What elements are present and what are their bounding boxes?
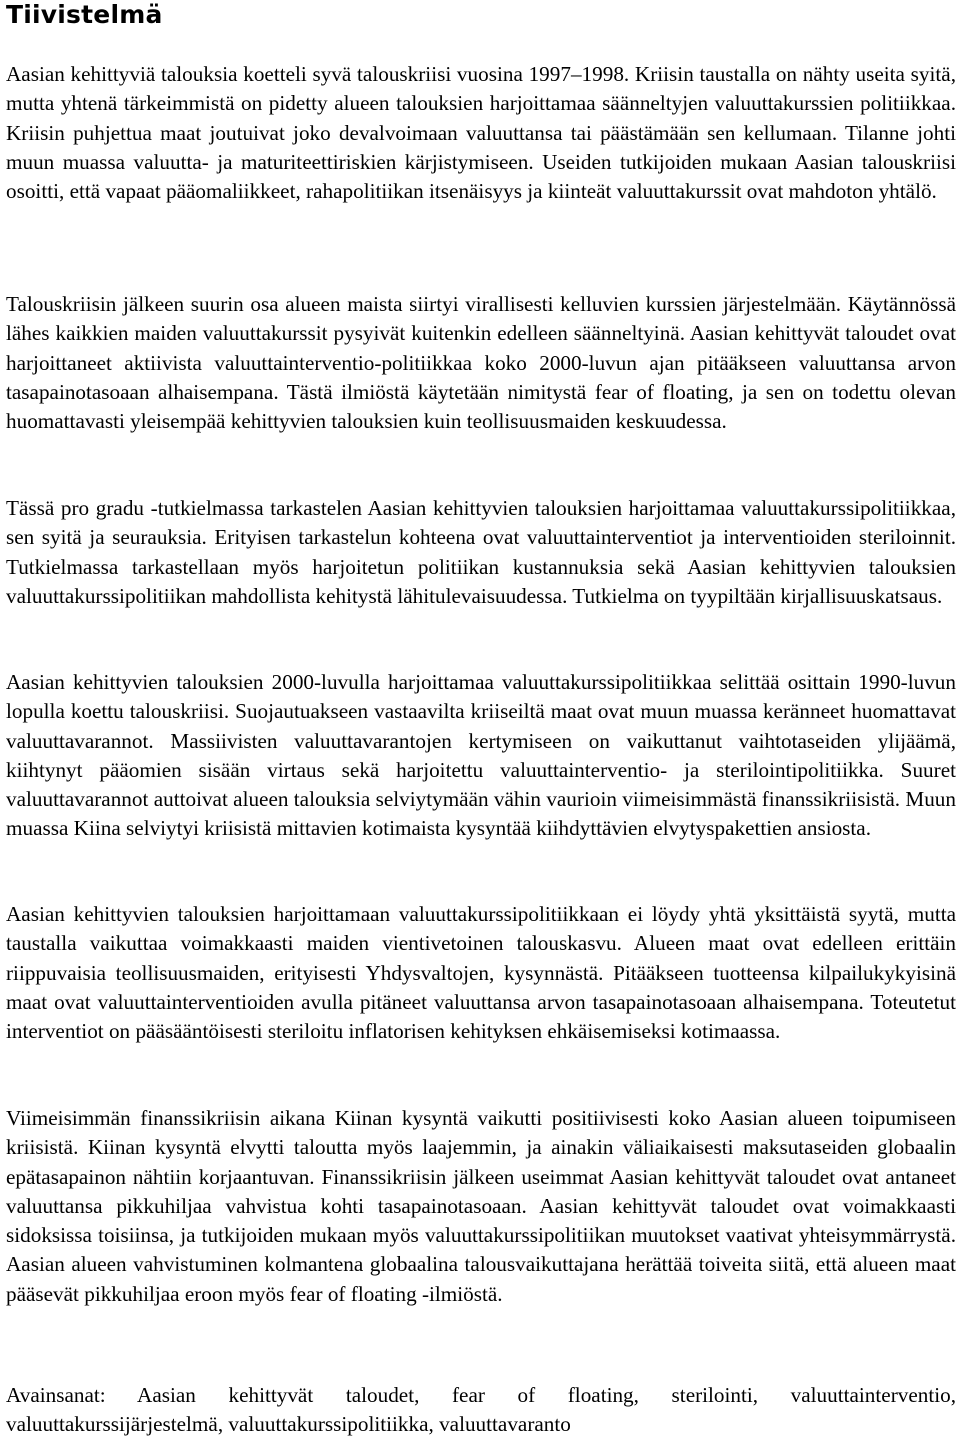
paragraph-1: Aasian kehittyviä talouksia koetteli syvä talouskriisi vuosina 1997–1998. Kriisin taustalla on nähty useita syitä, mutta yhtenä tärkeimmistä on pidetty alueen talouksien harjoittamaa säänneltyjen valuuttakurssien politiikkaa. Kriisin puhjettua maat joutuivat joko devalvoimaan valuuttansa tai päästämään sen kellumaan. Tilanne johti muun muassa valuutta- ja maturiteettiriskien kärjistymiseen. Useiden tutkijoiden mukaan Aasian talouskriisi osoitti, että vapaat pääomaliikkeet, rahapolitiikan itsenäisyys ja kiinteät valuuttakurssit ovat mahdoton yhtälö.: [6, 62, 956, 204]
document-page: [6, 0, 956, 1437]
page-title: Tiivistelmä: [6, 0, 163, 29]
paragraph-5: Aasian kehittyvien talouksien harjoittamaan valuuttakurssipolitiikkaan ei löydy yhtä yksittäistä syytä, mutta taustalla vaikuttaa voimakkaasti maiden vientivetoinen talouskasvu. Alueen maat ovat edelleen erittäin riippuvaisia teollisuusmaiden, erityisesti Yhdysvaltojen, kysynnästä. Pitääkseen tuotteensa kilpailukykyisinä maat ovat valuuttainterventioiden avulla pitäneet valuuttansa arvon tasapainotasoaan alhaisempana. Toteutetut interventiot on pääsääntöisesti steriloitu inflatorisen kehityksen ehkäisemiseksi kotimaassa.: [6, 902, 956, 1044]
paragraph-4: Aasian kehittyvien talouksien 2000-luvulla harjoittamaa valuuttakurssipolitiikkaa selittää osittain 1990-luvun lopulla koettu talouskriisi. Suojautuakseen vastaavilta kriiseiltä maat ovat muun muassa keränneet huomattavat valuuttavarannot. Massiivisten valuuttavarantojen kertymiseen on vaikuttanut vaihtotaseiden ylijäämä, kiihtynyt pääomien sisään virtaus sekä harjoitettu valuuttainterventio- ja sterilointipolitiikka. Suuret valuuttavarannot auttoivat alueen talouksia selviytymään vähin vaurioin viimeisimmästä finanssikriisistä. Muun muassa Kiina selviytyi kriisistä mittavien kotimaista kysyntää kiihdyttävien elvytyspakettien ansiosta.: [6, 670, 956, 841]
paragraph-2: Talouskriisin jälkeen suurin osa alueen maista siirtyi virallisesti kelluvien kurssien järjestelmään. Käytännössä lähes kaikkien maiden valuuttakurssit pysyivät kuitenkin edelleen säänneltyinä. Aasian kehittyvät taloudet ovat harjoittaneet aktiivista valuuttainterventio-politiikkaa koko 2000-luvun ajan pitääkseen valuuttansa arvon tasapainotasoaan alhaisempana. Tästä ilmiöstä käytetään nimitystä fear of floating, ja sen on todettu olevan huomattavasti yleisempää kehittyvien talouksien kuin teollisuusmaiden keskuudessa.: [6, 292, 956, 434]
paragraph-3: Tässä pro gradu -tutkielmassa tarkastelen Aasian kehittyvien talouksien harjoittamaa valuuttakurssipolitiikkaa, sen syitä ja seurauksia. Erityisen tarkastelun kohteena ovat valuuttainterventiot ja interventioiden steriloinnit. Tutkielmassa tarkastellaan myös harjoitetun politiikan kustannuksia sekä Aasian kehittyvien talouksien valuuttakurssipolitiikan mahdollista kehitystä lähitulevaisuudessa. Tutkielma on tyypiltään kirjallisuuskatsaus.: [6, 496, 956, 608]
paragraph-6: Viimeisimmän finanssikriisin aikana Kiinan kysyntä vaikutti positiivisesti koko Aasian alueen toipumiseen kriisistä. Kiinan kysyntä elvytti taloutta myös laajemmin, ja ainakin väliaikaisesti maksutaseiden globaalin epätasapainon nähtiin korjaantuvan. Finanssikriisin jälkeen useimmat Aasian kehittyvät taloudet ovat antaneet valuuttansa pikkuhiljaa vahvistua kohti tasapainotasoaan. Aasian kehittyvät taloudet ovat voimakkaasti sidoksissa toisiinsa, ja tutkijoiden mukaan myös valuuttakurssipolitiikan muutokset vaativat yhteisymmärrystä. Aasian alueen vahvistuminen kolmantena globaalina talousvaikuttajana herättää toiveita siitä, että alueen maat pääsevät pikkuhiljaa eroon myös fear of floating -ilmiöstä.: [6, 1106, 956, 1306]
keywords-paragraph: Avainsanat: Aasian kehittyvät taloudet, fear of floating, sterilointi, valuuttainterventio, valuuttakurssijärjestelmä, valuuttakurssipolitiikka, valuuttavaranto: [6, 1383, 956, 1437]
